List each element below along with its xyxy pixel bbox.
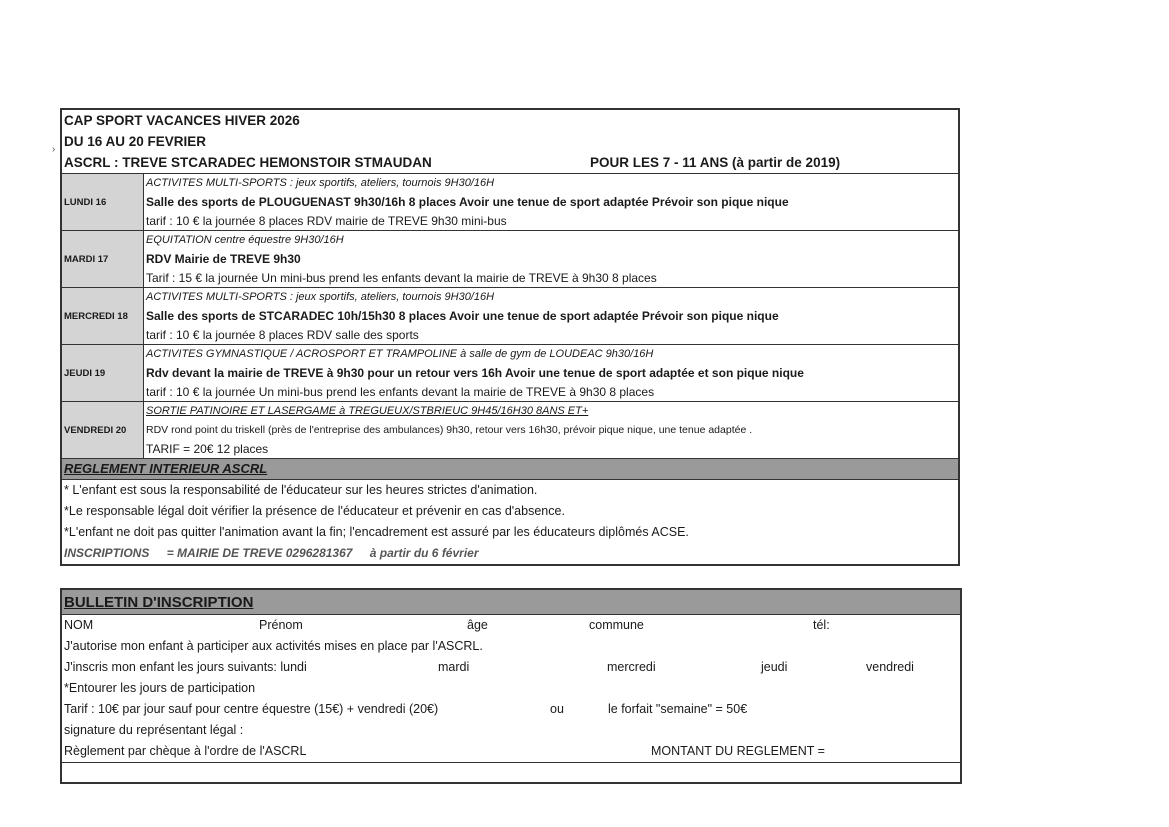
activity-info: Salle des sports de STCARADEC 10h/15h30 8 places Avoir une tenue de sport adaptée Prévoir son pique nique xyxy=(146,309,779,323)
day-label: LUNDI 16 xyxy=(62,174,144,230)
activity-title: ACTIVITES GYMNASTIQUE / ACROSPORT ET TRAMPOLINE à salle de gym de LOUDEAC 9h30/16H xyxy=(146,348,654,360)
rule-item: *Le responsable légal doit vérifier la présence de l'éducateur et prévenir en cas d'absence. xyxy=(64,504,565,518)
nom-field[interactable]: NOM xyxy=(64,618,94,632)
activity-title: ACTIVITES MULTI-SPORTS : jeux sportifs, ateliers, tournois 9H30/16H xyxy=(146,291,495,303)
activity-title: ACTIVITES MULTI-SPORTS : jeux sportifs, ateliers, tournois 9H30/16H xyxy=(146,177,495,189)
activity-tarif: tarif : 10 € la journée 8 places RDV mairie de TREVE 9h30 mini-bus xyxy=(146,214,507,228)
day-row-vendredi xyxy=(62,402,958,459)
age-range: POUR LES 7 - 11 ANS (à partir de 2019) xyxy=(590,155,841,170)
signature-line xyxy=(62,720,960,741)
tel-field[interactable]: tél: xyxy=(813,618,830,632)
tarif-text: Tarif : 10€ par jour sauf pour centre équestre (15€) + vendredi (20€) xyxy=(64,702,439,716)
activity-title: SORTIE PATINOIRE ET LASERGAME à TREGUEUX/STBRIEUC 9H45/16H30 8ANS ET+ xyxy=(146,405,589,417)
activity-info: Rdv devant la mairie de TREVE à 9h30 pour un retour vers 16h Avoir une tenue de sport adaptée et son pique nique xyxy=(146,366,804,380)
inscriptions-contact: = MAIRIE DE TREVE 0296281367 xyxy=(166,546,353,560)
activity-title: EQUITATION centre équestre 9H30/16H xyxy=(146,234,344,246)
forfait-text: le forfait "semaine" = 50€ xyxy=(608,702,748,716)
margin-mark-icon: › xyxy=(52,144,56,155)
registration-form xyxy=(60,588,962,784)
activity-tarif: tarif : 10 € la journée Un mini-bus prend les enfants devant la mairie de TREVE à 9h30 8 places xyxy=(146,385,655,399)
activity-tarif: TARIF = 20€ 12 places xyxy=(146,442,269,456)
day-row-mercredi xyxy=(62,288,958,345)
day-option-mercredi[interactable]: mercredi xyxy=(607,660,656,674)
program-title: CAP SPORT VACANCES HIVER 2026 xyxy=(64,113,300,128)
day-label: VENDREDI 20 xyxy=(62,402,144,458)
day-row-jeudi xyxy=(62,345,958,402)
program-table xyxy=(60,108,960,566)
activity-info: Salle des sports de PLOUGUENAST 9h30/16h 8 places Avoir une tenue de sport adaptée Prévoir son pique nique xyxy=(146,195,789,209)
day-label: JEUDI 19 xyxy=(62,345,144,401)
activity-tarif: Tarif : 15 € la journée Un mini-bus prend les enfants devant la mairie de TREVE à 9h30 8 places xyxy=(146,271,657,285)
days-selection-line xyxy=(62,657,960,678)
activity-info: RDV Mairie de TREVE 9h30 xyxy=(146,252,301,266)
rules-heading: REGLEMENT INTERIEUR ASCRL xyxy=(62,459,958,480)
commune-field[interactable]: commune xyxy=(589,618,644,632)
bulletin-heading: BULLETIN D'INSCRIPTION xyxy=(62,590,960,615)
identity-line xyxy=(62,615,960,636)
prenom-field[interactable]: Prénom xyxy=(259,618,303,632)
payment-line xyxy=(62,741,960,763)
day-option-mardi[interactable]: mardi xyxy=(438,660,470,674)
age-field[interactable]: âge xyxy=(467,618,488,632)
communes-text: ASCRL : TREVE STCARADEC HEMONSTOIR STMAUDAN xyxy=(64,155,432,170)
day-label: MERCREDI 18 xyxy=(62,288,144,344)
or-text: ou xyxy=(550,702,564,716)
authorization-line xyxy=(62,636,960,657)
inscriptions-label: INSCRIPTIONS xyxy=(64,546,150,560)
inscriptions-date: à partir du 6 février xyxy=(369,546,479,560)
day-label: MARDI 17 xyxy=(62,231,144,287)
program-communes xyxy=(62,152,958,174)
day-option-lundi[interactable]: J'inscris mon enfant les jours suivants: lundi xyxy=(64,660,307,674)
amount-field[interactable]: MONTANT DU REGLEMENT = xyxy=(651,744,825,758)
circle-instruction-line xyxy=(62,678,960,699)
activity-tarif: tarif : 10 € la journée 8 places RDV salle des sports xyxy=(146,328,419,342)
rule-item: *L'enfant ne doit pas quitter l'animation avant la fin; l'encadrement est assuré par les éducateurs diplômés ACSE. xyxy=(64,525,689,539)
signature-field[interactable]: signature du représentant légal : xyxy=(64,723,244,737)
day-row-mardi xyxy=(62,231,958,288)
day-option-vendredi[interactable]: vendredi xyxy=(866,660,914,674)
tarif-line xyxy=(62,699,960,720)
day-option-jeudi[interactable]: jeudi xyxy=(761,660,788,674)
circle-instruction: *Entourer les jours de participation xyxy=(64,681,256,695)
payment-text: Règlement par chèque à l'ordre de l'ASCRL xyxy=(64,744,307,758)
inscriptions-line xyxy=(62,543,958,564)
day-row-lundi xyxy=(62,174,958,231)
authorization-text: J'autorise mon enfant à participer aux activités mises en place par l'ASCRL. xyxy=(64,639,483,653)
activity-info: RDV rond point du triskell (près de l'entreprise des ambulances) 9h30, retour vers 16h30, prévoir pique nique, une tenue adaptée . xyxy=(146,424,753,436)
blank-row xyxy=(62,763,960,782)
rule-item: * L'enfant est sous la responsabilité de l'éducateur sur les heures strictes d'animation. xyxy=(64,483,538,497)
program-dates: DU 16 AU 20 FEVRIER xyxy=(64,134,207,149)
